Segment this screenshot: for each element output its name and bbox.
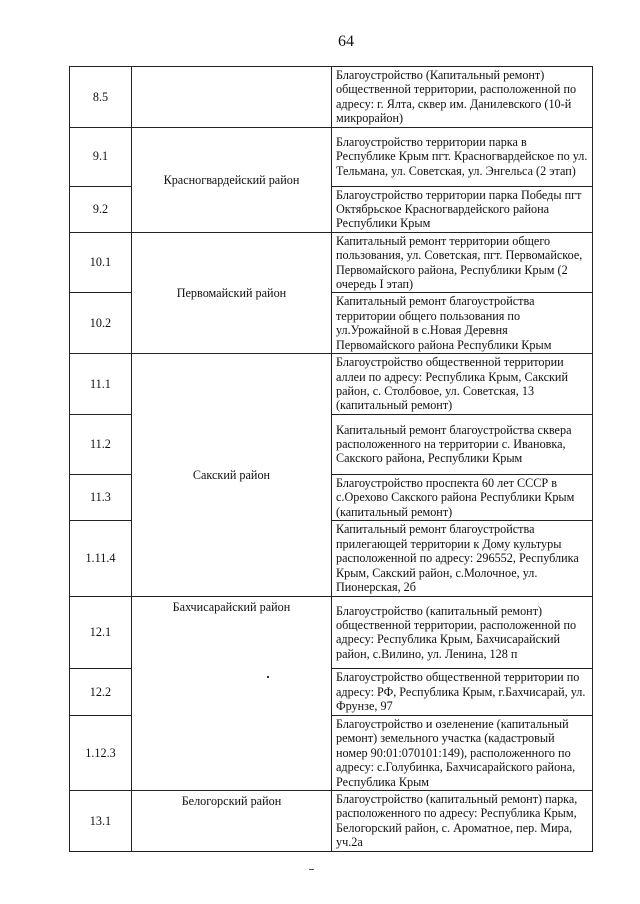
table-row xyxy=(70,596,593,668)
scan-speck xyxy=(267,676,269,678)
row-number: 12.1 xyxy=(70,596,132,668)
row-number: 11.2 xyxy=(70,414,132,474)
row-number: 13.1 xyxy=(70,790,132,851)
row-number: 8.5 xyxy=(70,67,132,128)
project-description: Благоустройство (Капитальный ремонт) общественной территории, расположенной по адресу: г. Ялта, сквер им. Данилевского (10-й микрорайон) xyxy=(331,67,592,128)
project-description: Благоустройство общественной территории аллеи по адресу: Республика Крым, Сакский район, с. Столбовое, ул. Советская, 13 (капитальный ремонт) xyxy=(331,354,592,415)
district-pervomaisky: Первомайский район xyxy=(131,232,331,353)
project-description: Капитальный ремонт благоустройства прилегающей территории к Дому культуры расположенной по адресу: 296552, Республика Крым, Сакский район, с.Молочное, ул. Пионерская, 2б xyxy=(331,520,592,596)
row-number: 10.2 xyxy=(70,293,132,354)
project-description: Капитальный ремонт территории общего пользования, ул. Советская, пгт. Первомайское, Первомайского района, Республики Крым (2 очередь I этап) xyxy=(331,232,592,293)
row-number: 1.12.3 xyxy=(70,715,132,790)
table-row xyxy=(70,354,593,415)
table-row xyxy=(70,790,593,851)
project-description: Благоустройство и озеленение (капитальный ремонт) земельного участка (кадастровый номер 90:01:070101:149), расположенного по адресу: с.Голубинка, Бахчисарайского района, Республика Крым xyxy=(331,715,592,790)
table-row xyxy=(70,232,593,293)
project-description: Благоустройство (капитальный ремонт) парка, расположенного по адресу: Республика Крым, Белогорский район, с. Ароматное, пер. Мира, уч.2а xyxy=(331,790,592,851)
project-description: Благоустройство территории парка в Республике Крым пгт. Красногвардейское по ул. Тельмана, ул. Советская, ул. Энгельса (2 этап) xyxy=(331,127,592,186)
project-description: Благоустройство проспекта 60 лет СССР в с.Орехово Сакского района Республики Крым (капитальный ремонт) xyxy=(331,474,592,520)
district-krasnogvardeisky: Красногвардейский район xyxy=(131,127,331,232)
row-number: 9.1 xyxy=(70,127,132,186)
row-number: 11.1 xyxy=(70,354,132,415)
district-bakhchisaraisky: Бахчисарайский район xyxy=(131,596,331,790)
page-number: 64 xyxy=(338,33,354,50)
projects-table xyxy=(69,66,593,852)
project-description: Благоустройство (капитальный ремонт) общественной территории, расположенной по адресу: Республика Крым, Бахчисарайский район, с.Вилино, ул. Ленина, 128 п xyxy=(331,596,592,668)
project-description: Благоустройство общественной территории по адресу: РФ, Республика Крым, г.Бахчисарай, ул. Фрунзе, 97 xyxy=(331,668,592,715)
district-cell xyxy=(131,67,331,128)
table-row xyxy=(70,127,593,186)
table-row xyxy=(70,67,593,128)
scan-speck xyxy=(309,869,314,870)
district-belogorsky: Белогорский район xyxy=(131,790,331,851)
project-description: Благоустройство территории парка Победы пгт Октябрьское Красногвардейского района Республики Крым xyxy=(331,186,592,232)
row-number: 12.2 xyxy=(70,668,132,715)
row-number: 9.2 xyxy=(70,186,132,232)
project-description: Капитальный ремонт благоустройства сквера расположенного на территории с. Ивановка, Сакского района, Республики Крым xyxy=(331,414,592,474)
row-number: 11.3 xyxy=(70,474,132,520)
row-number: 1.11.4 xyxy=(70,520,132,596)
project-description: Капитальный ремонт благоустройства территории общего пользования по ул.Урожайной в с.Новая Деревня Первомайского района Республики Крым xyxy=(331,293,592,354)
district-saksky: Сакский район xyxy=(131,354,331,597)
row-number: 10.1 xyxy=(70,232,132,293)
